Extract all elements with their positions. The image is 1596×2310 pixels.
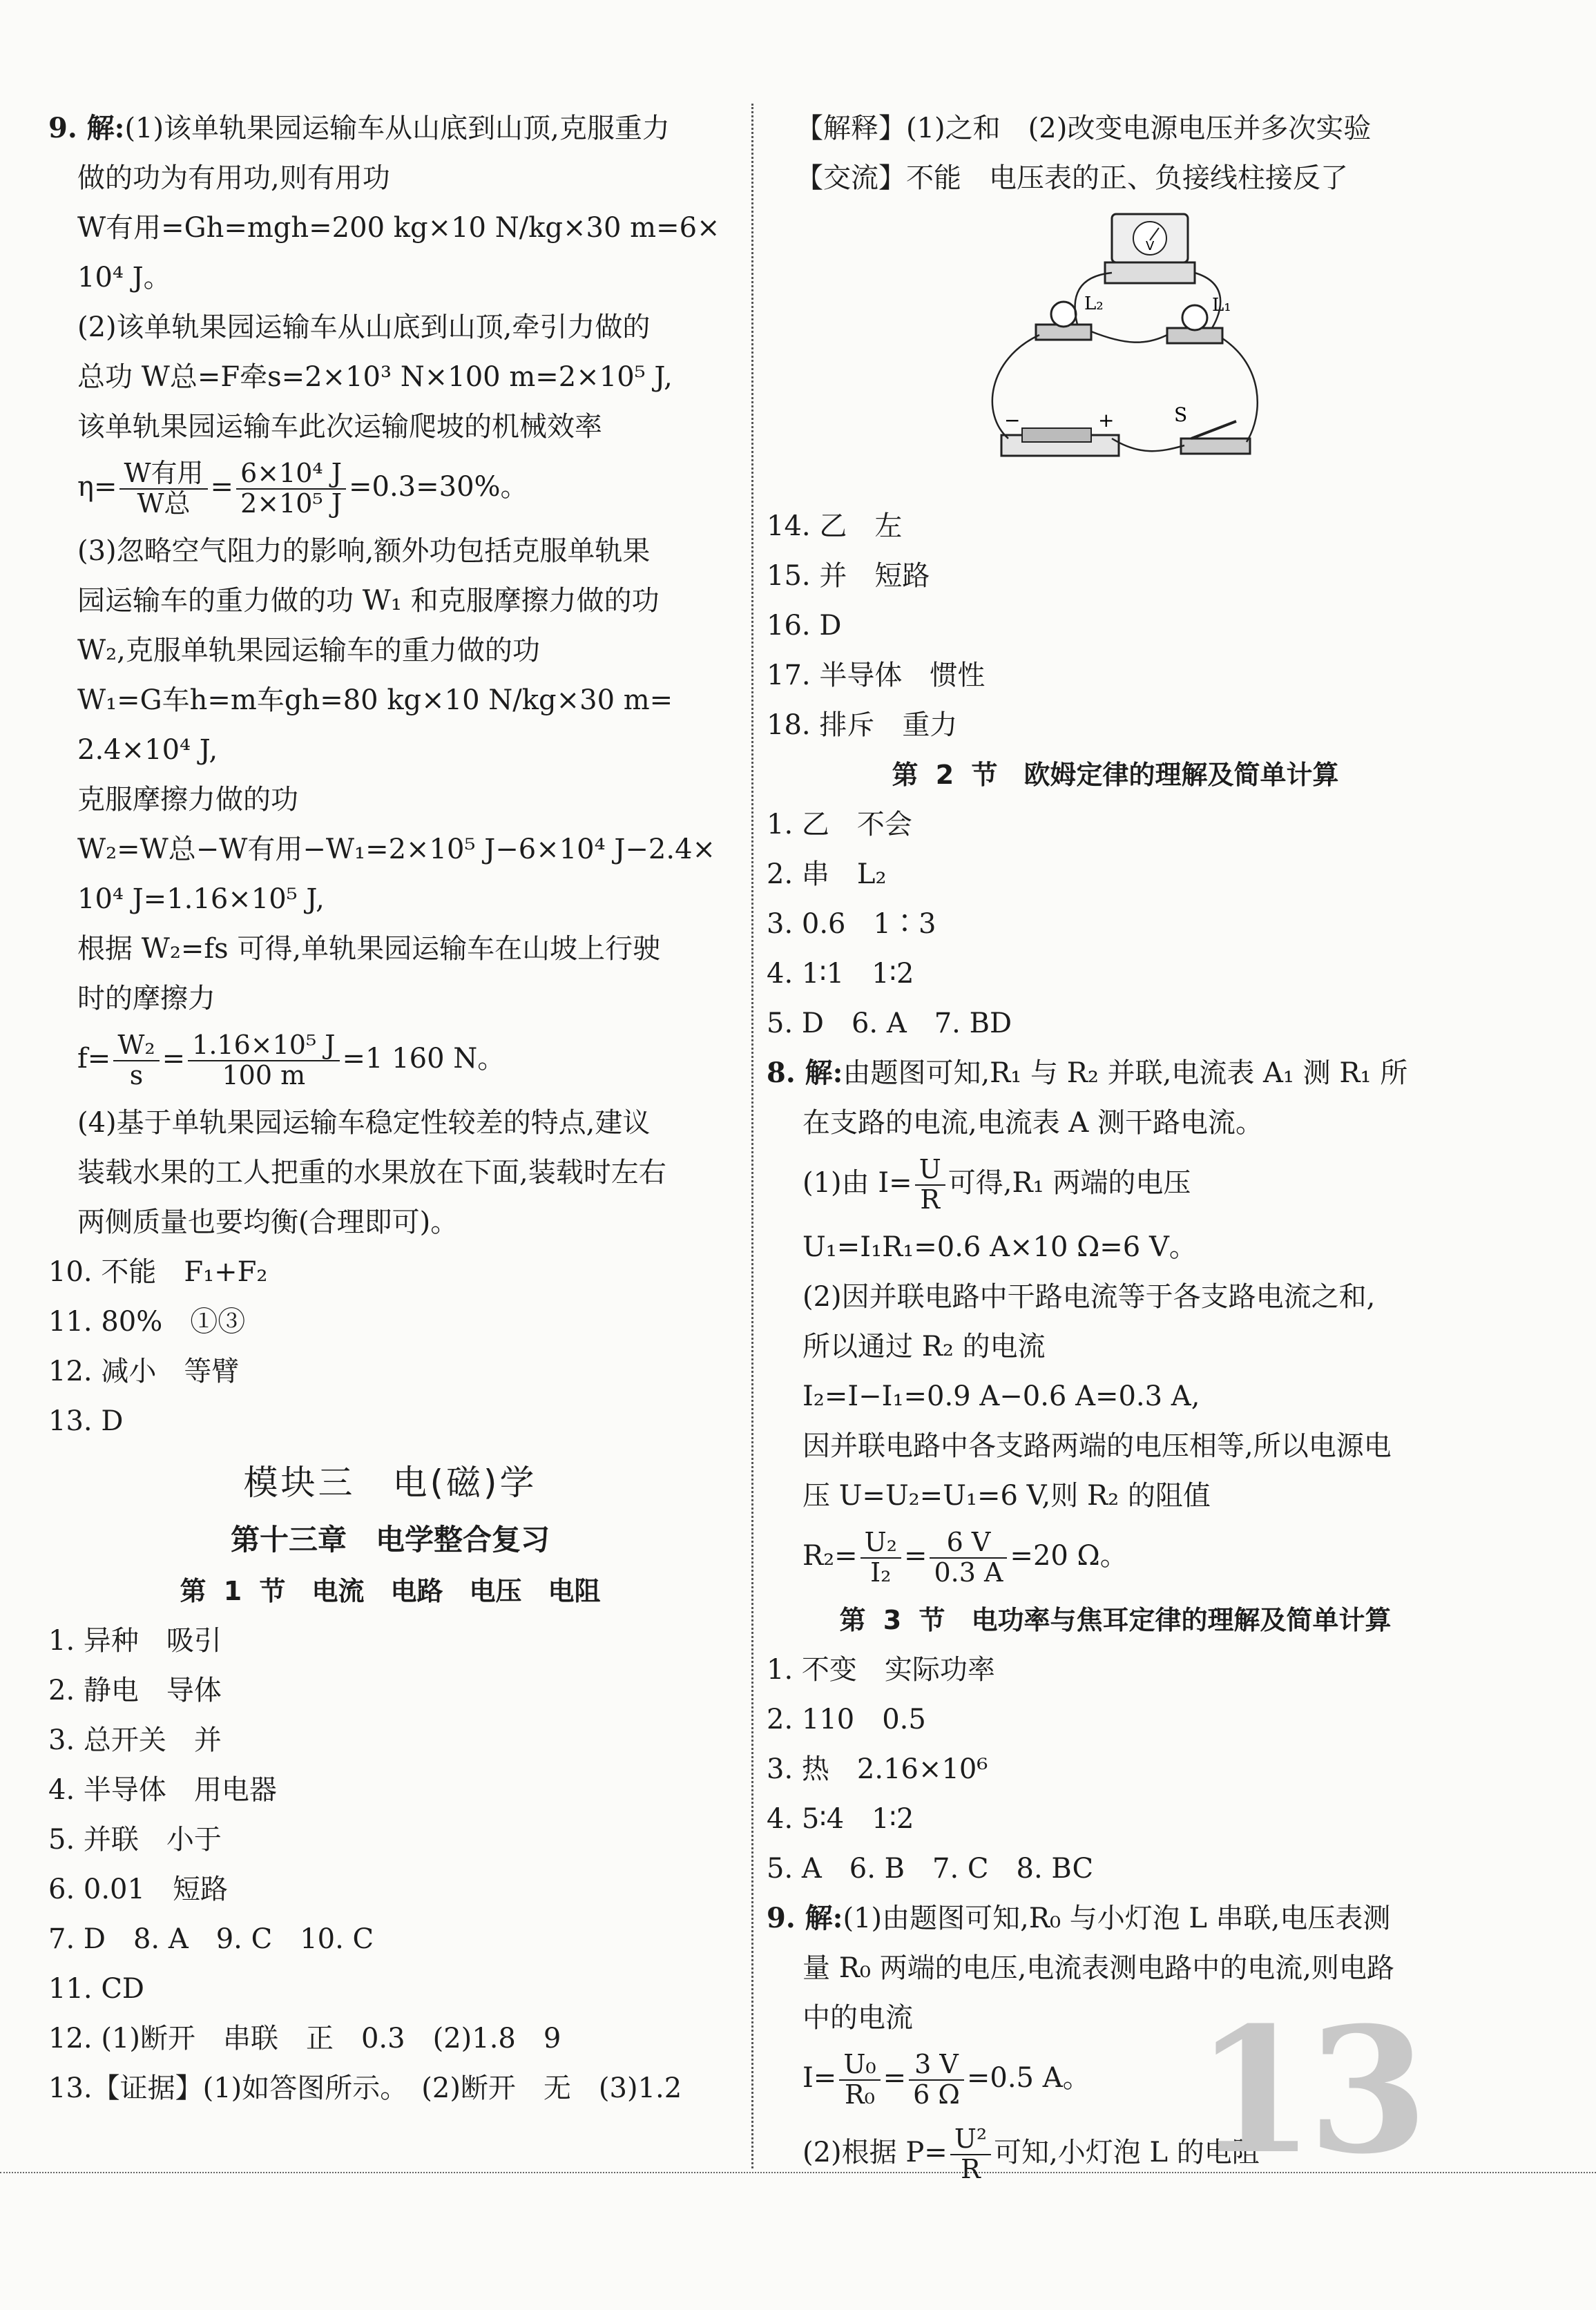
q9-formula: 总功 W总=F牵s=2×10³ N×100 m=2×10⁵ J, (77, 361, 673, 393)
list-item: 12. (1)断开 串联 正 0.3 (2)1.8 9 (48, 2023, 561, 2054)
q9-text: (3)忽略空气阻力的影响,额外功包括克服单轨果 (77, 535, 651, 567)
section-2-title: 第 2 节 欧姆定律的理解及简单计算 (892, 760, 1339, 790)
q9-text: 做的功为有用功,则有用功 (77, 162, 390, 194)
q8-formula: I₂=I−I₁=0.9 A−0.6 A=0.3 A, (802, 1380, 1200, 1412)
list-item: 3. 总开关 并 (48, 1724, 222, 1756)
answer-12: 12. 减小 等臂 (48, 1356, 240, 1387)
q8-text: 在支路的电流,电流表 A 测干路电流。 (802, 1107, 1264, 1139)
q9-text: 园运输车的重力做的功 W₁ 和克服摩擦力做的功 (77, 585, 660, 617)
section-1-title: 第 1 节 电流 电路 电压 电阻 (180, 1576, 601, 1606)
q9-text: 装载水果的工人把重的水果放在下面,装载时左右 (77, 1157, 666, 1188)
friction-formula: f= $\frac{\text{W₂}}{s}$ = $\frac{\text{1.16×10⁵ J}}{100 m}$ =1 160 N。 (77, 1030, 506, 1090)
exchange-line: 【交流】不能 电压表的正、负接线柱接反了 (796, 162, 1348, 194)
q9-line: 9. 解:(1)该单轨果园运输车从山底到山顶,克服重力 (48, 112, 670, 144)
list-item: 15. 并 短路 (767, 560, 930, 592)
q9-text: 根据 W₂=fs 可得,单轨果园运输车在山坡上行驶 (77, 933, 661, 965)
q9-text: 克服摩擦力做的功 (77, 784, 298, 816)
q9-text: (4)基于单轨果园运输车稳定性较差的特点,建议 (77, 1107, 651, 1139)
list-item: 4. 1∶1 1∶2 (767, 958, 914, 990)
list-item: 17. 半导体 惯性 (767, 660, 986, 691)
resistance-formula: R₂= $\frac{\text{U₂}}{\text{I₂}}$ = $\frac{6 V}{0.3 A}$ =20 Ω。 (802, 1527, 1128, 1588)
q9-right-label: 9. 解: (767, 1902, 843, 1934)
answer-13: 13. D (48, 1405, 124, 1437)
efficiency-formula: η= $\frac{\text{W有用}}{\text{W总}}$ = $\frac{\text{6×10⁴ J}}{\text{2×10⁵ J}}$ =0.3=30%。 (77, 458, 528, 519)
section-3-title: 第 3 节 电功率与焦耳定律的理解及简单计算 (839, 1605, 1392, 1635)
list-item: 14. 乙 左 (767, 510, 903, 542)
q8-text: 压 U=U₂=U₁=6 V,则 R₂ 的阻值 (802, 1480, 1211, 1512)
circuit-diagram (974, 207, 1264, 497)
q9-right-text: 中的电流 (802, 2002, 913, 2034)
list-item: 1. 不变 实际功率 (767, 1654, 995, 1686)
q9-formula: 2.4×10⁴ J, (77, 734, 218, 766)
list-item: 2. 串 L₂ (767, 858, 887, 890)
q8-formula: U₁=I₁R₁=0.6 A×10 Ω=6 V。 (802, 1231, 1197, 1263)
q9-text: (2)该单轨果园运输车从山底到山顶,牵引力做的 (77, 311, 651, 343)
list-item: 11. CD (48, 1973, 145, 2005)
q9-formula: 10⁴ J=1.16×10⁵ J, (77, 883, 325, 915)
voltmeter-label: V (1146, 239, 1155, 253)
lamp-l2-label: L₂ (1084, 293, 1104, 314)
q9-right-text: 量 R₀ 两端的电压,电流表测电路中的电流,则电路 (802, 1952, 1395, 1984)
list-item: 3. 热 2.16×10⁶ (767, 1753, 988, 1785)
q8-text: 因并联电路中各支路两端的电压相等,所以电源电 (802, 1430, 1392, 1462)
list-item: 1. 乙 不会 (767, 809, 912, 840)
list-item: 6. 0.01 短路 (48, 1874, 228, 1905)
battery-minus-label: − (1004, 409, 1021, 432)
switch-label: S (1174, 403, 1188, 426)
q9-label: 9. 解: (48, 112, 125, 144)
column-divider (751, 104, 753, 2168)
answer-11: 11. 80% ①③ (48, 1306, 246, 1338)
q9-text: 该单轨果园运输车此次运输爬坡的机械效率 (77, 411, 602, 443)
list-item: 4. 半导体 用电器 (48, 1774, 277, 1806)
q8-line: 8. 解:由题图可知,R₁ 与 R₂ 并联,电流表 A₁ 测 R₁ 所 (767, 1057, 1408, 1089)
q9-text: 时的摩擦力 (77, 983, 215, 1014)
list-item: 13.【证据】(1)如答图所示。 (2)断开 无 (3)1.2 (48, 2072, 682, 2104)
list-item: 2. 110 0.5 (767, 1704, 926, 1735)
page-number: 13 (1195, 1989, 1421, 2192)
current-formula: I= $\frac{\text{U₀}}{\text{R₀}}$ = $\frac{3 V}{6 \Omega}$ =0.5 A。 (802, 2049, 1090, 2110)
q8-text: 所以通过 R₂ 的电流 (802, 1331, 1046, 1363)
list-item: 16. D (767, 610, 842, 642)
left-column (48, 104, 732, 2113)
switch-icon (1181, 439, 1250, 454)
list-item: 18. 排斥 重力 (767, 709, 958, 741)
chapter-title: 第十三章 电学整合复习 (230, 1523, 550, 1557)
list-item: 4. 5∶4 1∶2 (767, 1803, 914, 1835)
list-item: 7. D 8. A 9. C 10. C (48, 1923, 374, 1955)
list-item: 3. 0.6 1∶3 (767, 908, 936, 940)
ohm-formula: (1)由 I= $\frac{U}{R}$ 可得,R₁ 两端的电压 (802, 1154, 1191, 1215)
q9-right-line: 9. 解:(1)由题图可知,R₀ 与小灯泡 L 串联,电压表测 (767, 1902, 1391, 1934)
q9-formula: W₁=G车h=m车gh=80 kg×10 N/kg×30 m= (77, 684, 673, 716)
list-item: 1. 异种 吸引 (48, 1625, 222, 1657)
list-item: 2. 静电 导体 (48, 1675, 222, 1706)
list-item: 5. 并联 小于 (48, 1824, 222, 1856)
q8-text: (2)因并联电路中干路电流等于各支路电流之和, (802, 1281, 1376, 1313)
right-column (767, 104, 1464, 2192)
q9-formula: W有用=Gh=mgh=200 kg×10 N/kg×30 m=6× (77, 212, 720, 244)
lamp-l1-label: L₁ (1212, 295, 1231, 316)
q9-text: 两侧质量也要均衡(合理即可)。 (77, 1206, 459, 1238)
battery-plus-label: + (1098, 409, 1115, 432)
list-item: 5. D 6. A 7. BD (767, 1008, 1012, 1039)
q9-text: W₂,克服单轨果园运输车的重力做的功 (77, 635, 540, 666)
power-formula: (2)根据 P= $\frac{\text{U²}}{R}$ 可知,小灯泡 L 的电阻 (802, 2124, 1260, 2184)
q8-label: 8. 解: (767, 1057, 843, 1089)
module-title: 模块三 电(磁)学 (243, 1463, 537, 1503)
q9-formula: W₂=W总−W有用−W₁=2×10⁵ J−6×10⁴ J−2.4× (77, 834, 716, 865)
q9-text: 10⁴ J。 (77, 262, 171, 293)
answer-10: 10. 不能 F₁+F₂ (48, 1256, 268, 1288)
list-item: 5. A 6. B 7. C 8. BC (767, 1853, 1094, 1885)
explanation-line: 【解释】(1)之和 (2)改变电源电压并多次实验 (796, 113, 1372, 144)
